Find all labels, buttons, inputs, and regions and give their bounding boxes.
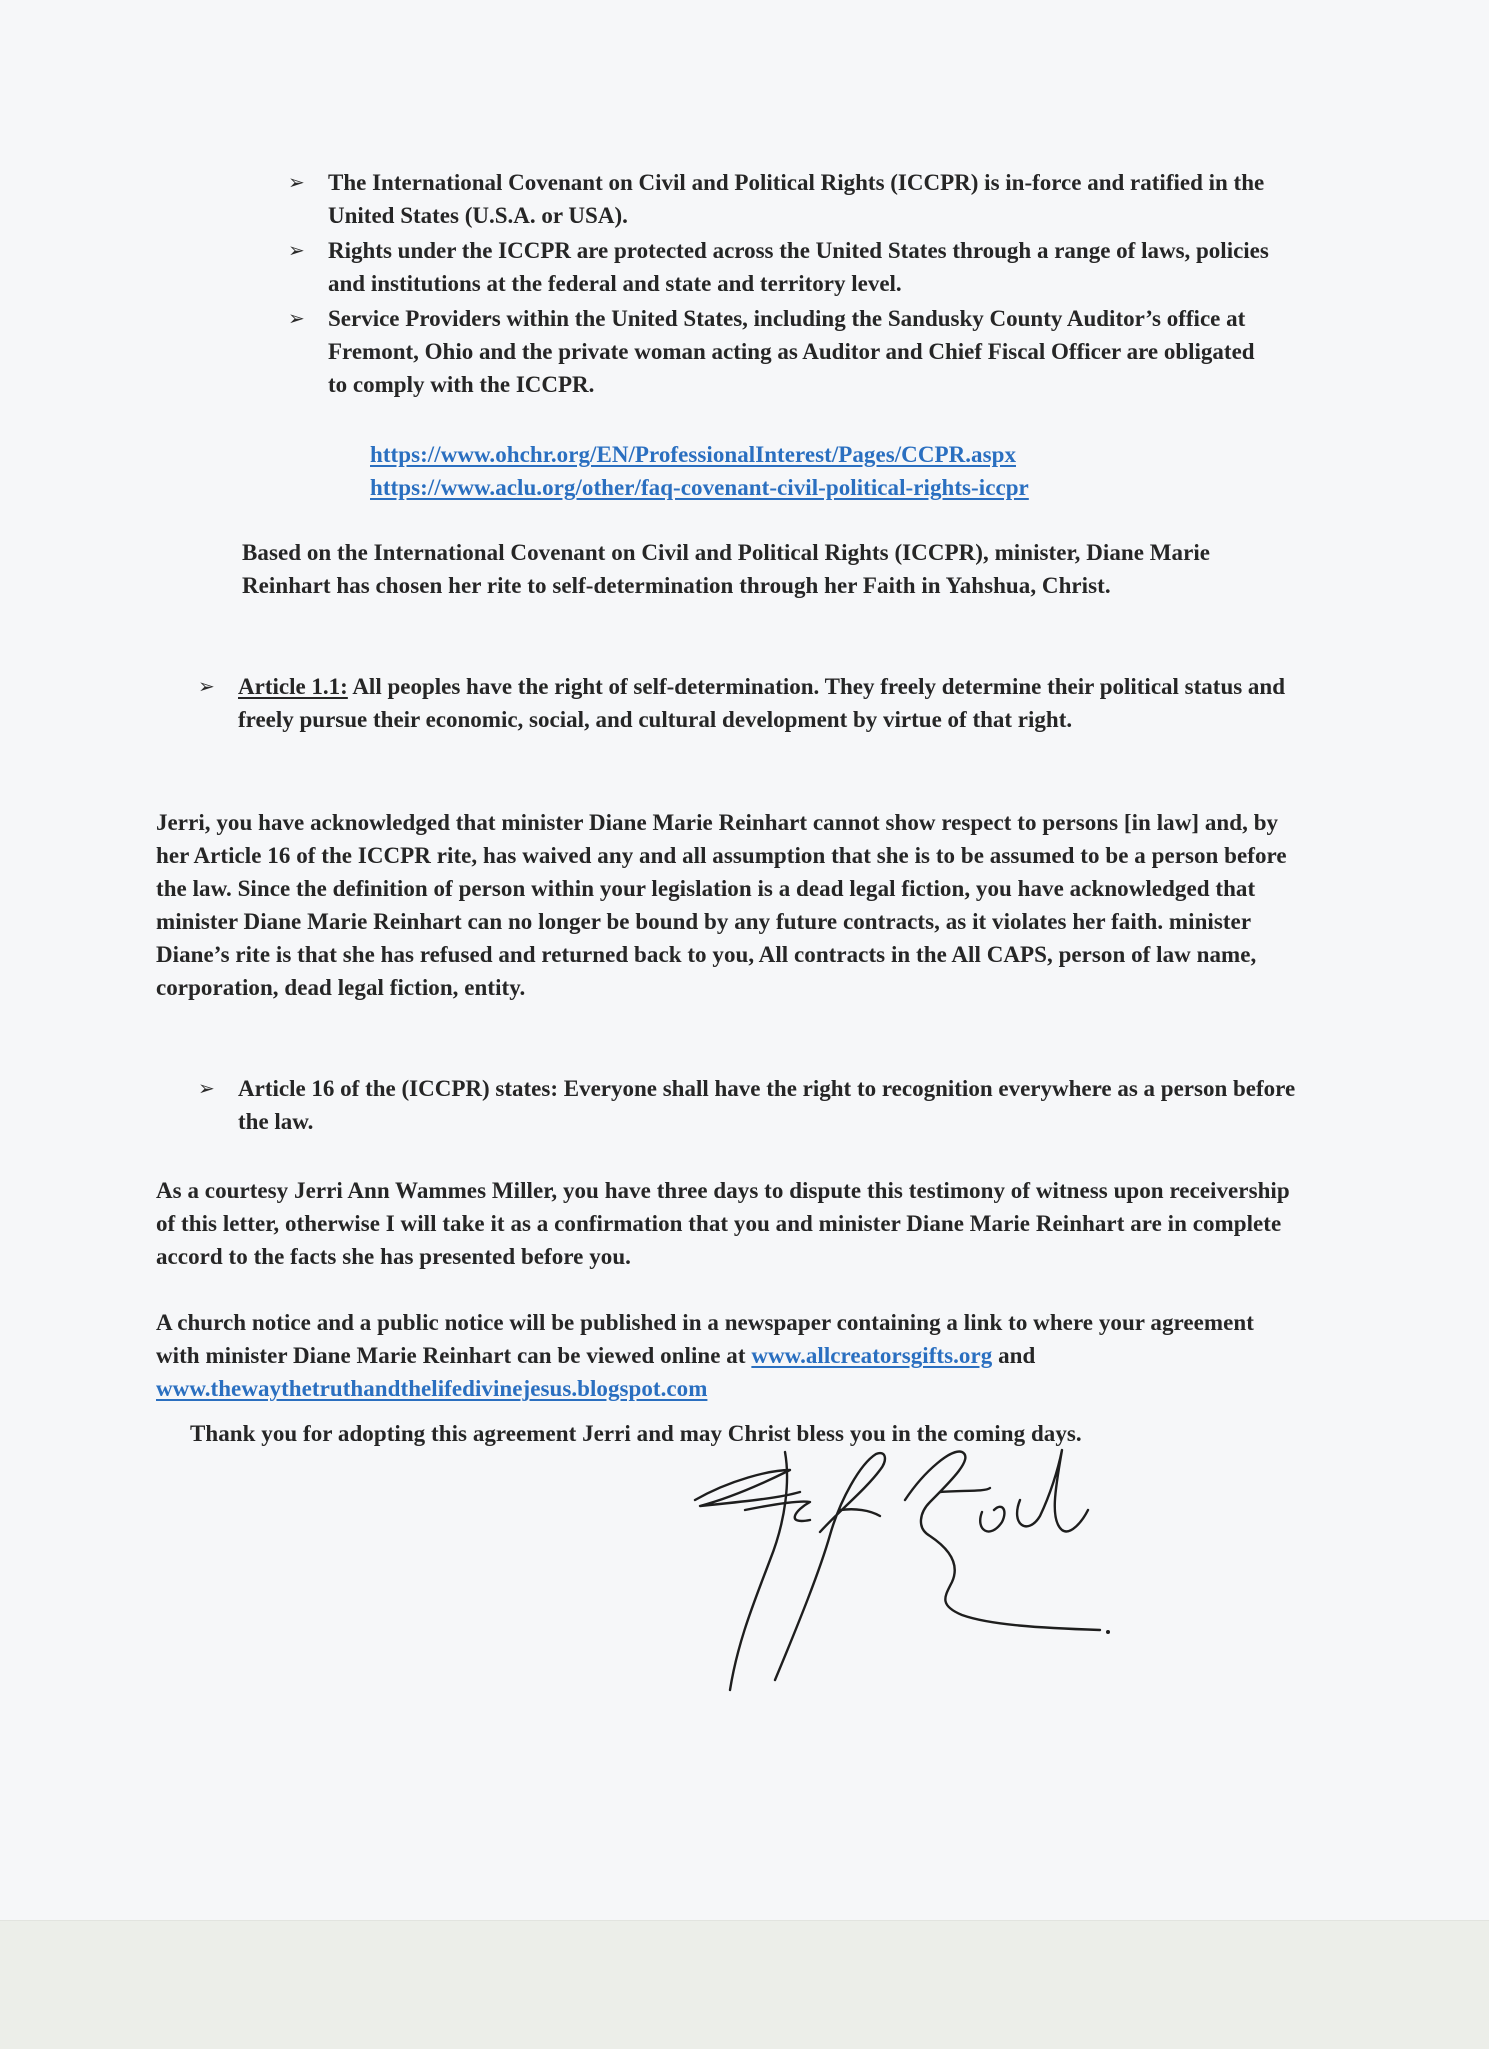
blogspot-link[interactable]: www.thewaythetruthandthelifedivinejesus.blogspot.com — [156, 1376, 708, 1401]
aclu-link[interactable]: https://www.aclu.org/other/faq-covenant-civil-political-rights-iccpr — [370, 475, 1029, 500]
arrow-bullet-icon: ➢ — [288, 306, 305, 330]
arrow-bullet-icon: ➢ — [288, 238, 305, 262]
bullet-text: Rights under the ICCPR are protected across the United States through a range of laws, policies and institutions at the federal and state and territory level. — [328, 238, 1269, 296]
arrow-bullet-icon: ➢ — [198, 1076, 215, 1100]
article-1-1-text — [238, 670, 1298, 736]
public-notice-paragraph — [156, 1306, 1296, 1405]
allcreatorsgifts-link[interactable]: www.allcreatorsgifts.org — [751, 1343, 993, 1368]
handwritten-signature — [690, 1440, 1130, 1700]
jerri-acknowledgement-paragraph: Jerri, you have acknowledged that minister Diane Marie Reinhart cannot show respect to persons [in law] and, by her Article 16 of the ICCPR rite, has waived any and all assumption that she is to be assumed to be a person before the law. Since the definition of person within your legislation is a dead legal fiction, you have acknowledged that minister Diane Marie Reinhart can no longer be bound by any future contracts, as it violates her faith. minister Diane’s rite is that she has refused and returned back to you, All contracts in the All CAPS, person of law name, corporation, dead legal fiction, entity. — [156, 810, 1287, 1000]
article-16-text: Article 16 of the (ICCPR) states: Everyone shall have the right to recognition everywhere as a person before the law. — [238, 1076, 1296, 1134]
article-16-bullet — [198, 1072, 1308, 1138]
closing-line: Thank you for adopting this agreement Jerri and may Christ bless you in the coming days. — [190, 1421, 1082, 1446]
bullet-text: Service Providers within the United States, including the Sandusky County Auditor’s office at Fremont, Ohio and the private woman acting as Auditor and Chief Fiscal Officer are obligated to comply with the ICCPR. — [328, 306, 1255, 397]
article-1-1-body: All peoples have the right of self-determination. They freely determine their political status and freely pursue their economic, social, and cultural development by virtue of that right. — [238, 674, 1286, 732]
notice-text: A church notice and a public notice will be published in a newspaper containing a link to where your agreement with minister Diane Marie Reinhart can be viewed online at — [156, 1310, 1254, 1368]
faith-paragraph: Based on the International Covenant on Civil and Political Rights (ICCPR), minister, Diane Marie Reinhart has chosen her rite to self-determination through her Faith in Yahshua, Christ. — [242, 540, 1211, 598]
bullet-item-iccpr-ratified — [288, 166, 1298, 232]
scan-margin — [0, 1920, 1489, 2049]
reference-links — [370, 438, 1270, 504]
courtesy-paragraph: As a courtesy Jerri Ann Wammes Miller, you have three days to dispute this testimony of witness upon receivership of this letter, otherwise I will take it as a confirmation that you and minister Diane Marie Reinhart are in complete accord to the facts she has presented before you. — [156, 1178, 1290, 1269]
arrow-bullet-icon: ➢ — [288, 170, 305, 194]
bullet-text: The International Covenant on Civil and Political Rights (ICCPR) is in-force and ratified in the United States (U.S.A. or USA). — [328, 170, 1265, 228]
bullet-item-service-providers — [288, 302, 1298, 401]
ohchr-link[interactable]: https://www.ohchr.org/EN/ProfessionalInterest/Pages/CCPR.aspx — [370, 442, 1016, 467]
notice-and: and — [992, 1343, 1036, 1368]
bullet-item-rights-protected — [288, 234, 1298, 300]
arrow-bullet-icon: ➢ — [198, 674, 215, 698]
article-1-1-label: Article 1.1: — [238, 674, 348, 699]
article-1-1-bullet — [198, 670, 1308, 736]
